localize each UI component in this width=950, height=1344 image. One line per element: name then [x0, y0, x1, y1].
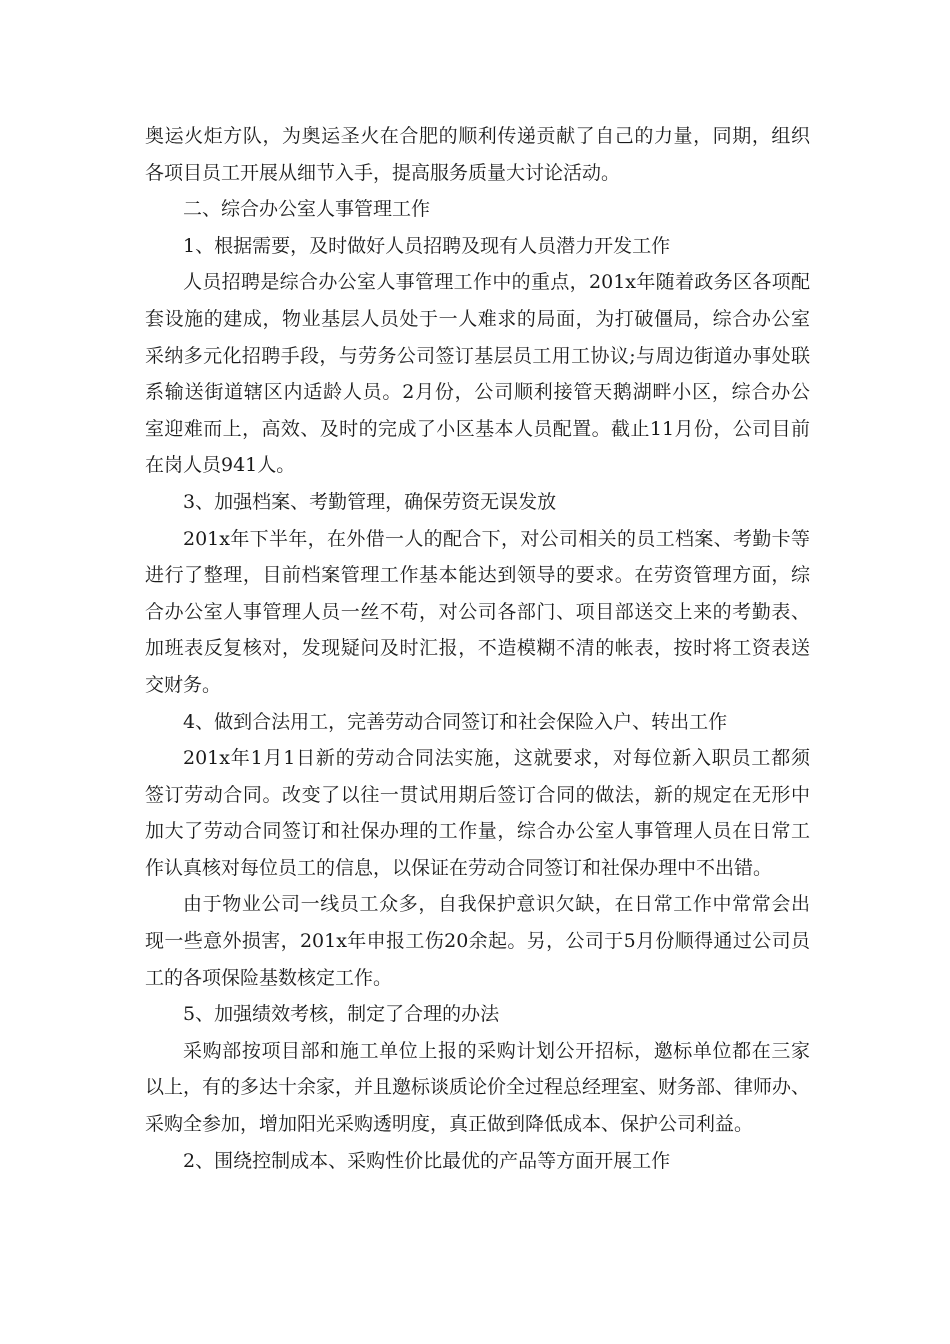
paragraph-line: 套设施的建成，物业基层人员处于一人难求的局面，为打破僵局，综合办公室	[145, 307, 810, 330]
paragraph-line: 采纳多元化招聘手段，与劳务公司签订基层员工用工协议;与周边街道办事处联	[145, 344, 810, 367]
paragraph-line: 进行了整理，目前档案管理工作基本能达到领导的要求。在劳资管理方面，综	[145, 564, 810, 587]
paragraph-line: 人员招聘是综合办公室人事管理工作中的重点，201x年随着政务区各项配	[183, 271, 810, 294]
paragraph-line: 各项目员工开展从细节入手，提高服务质量大讨论活动。	[145, 161, 621, 184]
paragraph-line: 签订劳动合同。改变了以往一贯试用期后签订合同的做法，新的规定在无形中	[145, 783, 810, 806]
document-body	[145, 118, 810, 1179]
paragraph-line: 奥运火炬方队，为奥运圣火在合肥的顺利传递贡献了自己的力量，同期，组织	[145, 125, 810, 147]
paragraph-line: 加班表反复核对，发现疑问及时汇报，不造模糊不清的帐表，按时将工资表送	[145, 637, 810, 660]
paragraph-line: 现一些意外损害，201x年申报工伤20余起。另，公司于5月份顺得通过公司员	[145, 930, 810, 953]
paragraph-line: 作认真核对每位员工的信息，以保证在劳动合同签订和社保办理中不出错。	[145, 856, 773, 879]
paragraph-line: 201x年1月1日新的劳动合同法实施，这就要求，对每位新入职员工都须	[183, 747, 810, 770]
paragraph-line: 系输送街道辖区内适龄人员。2月份，公司顺利接管天鹅湖畔小区，综合办公	[145, 381, 810, 404]
paragraph-line: 室迎难而上，高效、及时的完成了小区基本人员配置。截止11月份，公司目前	[145, 417, 810, 440]
paragraph-line: 201x年下半年，在外借一人的配合下，对公司相关的员工档案、考勤卡等	[183, 527, 810, 550]
section-heading: 二、综合办公室人事管理工作	[183, 198, 431, 221]
subsection-heading: 4、做到合法用工，完善劳动合同签订和社会保险入户、转出工作	[183, 710, 728, 733]
paragraph-line: 采购部按项目部和施工单位上报的采购计划公开招标，邀标单位都在三家	[183, 1039, 810, 1062]
paragraph-line: 加大了劳动合同签订和社保办理的工作量，综合办公室人事管理人员在日常工	[145, 820, 810, 843]
paragraph-line: 以上，有的多达十余家，并且邀标谈质论价全过程总经理室、财务部、律师办、	[145, 1076, 810, 1099]
paragraph-line: 工的各项保险基数核定工作。	[145, 966, 393, 989]
subsection-heading: 2、围绕控制成本、采购性价比最优的产品等方面开展工作	[183, 1149, 671, 1172]
paragraph-line: 在岗人员941人。	[145, 454, 296, 477]
subsection-heading: 5、加强绩效考核，制定了合理的办法	[183, 1003, 500, 1026]
paragraph-line: 由于物业公司一线员工众多，自我保护意识欠缺，在日常工作中常常会出	[183, 893, 810, 916]
paragraph-line: 交财务。	[145, 673, 222, 696]
subsection-heading: 3、加强档案、考勤管理，确保劳资无误发放	[183, 490, 557, 513]
paragraph-line: 采购全参加，增加阳光采购透明度，真正做到降低成本、保护公司利益。	[145, 1113, 754, 1136]
subsection-heading: 1、根据需要，及时做好人员招聘及现有人员潜力开发工作	[183, 234, 671, 257]
paragraph-line: 合办公室人事管理人员一丝不苟，对公司各部门、项目部送交上来的考勤表、	[145, 600, 810, 623]
